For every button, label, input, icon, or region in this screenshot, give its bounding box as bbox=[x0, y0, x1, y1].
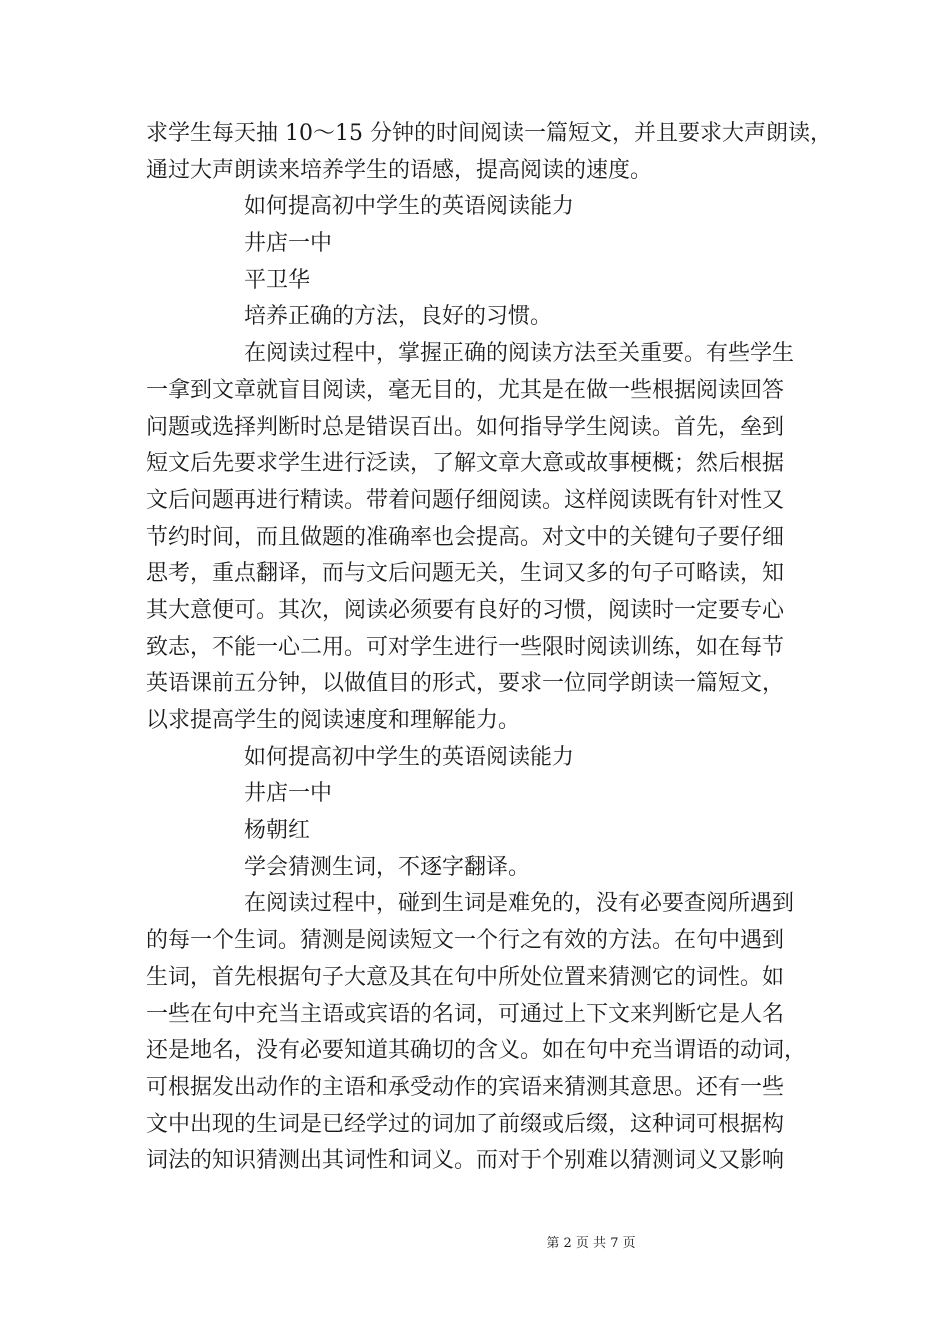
text-line: 文后问题再进行精读。带着问题仔细阅读。这样阅读既有针对性又 bbox=[146, 487, 785, 513]
text-line: 节约时间，而且做题的准确率也会提高。对文中的关键句子要仔细 bbox=[146, 524, 785, 550]
text-line: 致志，不能一心二用。可对学生进行一些限时阅读训练，如在每节 bbox=[146, 634, 785, 660]
author-name: 平卫华 bbox=[244, 267, 311, 293]
text-line: 一拿到文章就盲目阅读，毫无目的，尤其是在做一些根据阅读回答 bbox=[146, 377, 785, 403]
text-line: 思考，重点翻译，而与文后问题无关，生词又多的句子可略读，知 bbox=[146, 561, 785, 587]
text-line: 在阅读过程中，掌握正确的阅读方法至关重要。有些学生 bbox=[244, 341, 795, 367]
document-body bbox=[146, 116, 832, 1180]
text-line: 问题或选择判断时总是错误百出。如何指导学生阅读。首先，垒到 bbox=[146, 414, 785, 440]
text-line: 一些在句中充当主语或宾语的名词，可通过上下文来判断它是人名 bbox=[146, 1001, 785, 1027]
text-line: 以求提高学生的阅读速度和理解能力。 bbox=[146, 708, 521, 733]
text-line: 词法的知识猜测出其词性和词义。而对于个别难以猜测词义又影响 bbox=[146, 1148, 785, 1174]
text-line: 通过大声朗读来培养学生的语感，提高阅读的速度。 bbox=[146, 157, 653, 183]
section-title: 如何提高初中学生的英语阅读能力 bbox=[244, 744, 575, 770]
text-line: 在阅读过程中，碰到生词是难免的，没有必要查阅所遇到 bbox=[244, 891, 795, 917]
text-line: 其大意便可。其次，阅读必须要有良好的习惯，阅读时一定要专心 bbox=[146, 597, 785, 623]
text-line: 短文后先要求学生进行泛读，了解文章大意或故事梗概；然后根据 bbox=[146, 451, 785, 477]
section-title: 如何提高初中学生的英语阅读能力 bbox=[244, 194, 575, 220]
page-number: 第 2 页 共 7 页 bbox=[546, 1236, 636, 1251]
text-line: 求学生每天抽 10～15 分钟的时间阅读一篇短文，并且要求大声朗读， bbox=[146, 121, 832, 146]
section-heading: 培养正确的方法，良好的习惯。 bbox=[244, 304, 553, 330]
text-line: 生词，首先根据句子大意及其在句中所处位置来猜测它的词性。如 bbox=[146, 964, 785, 990]
author-name: 杨朝红 bbox=[244, 818, 311, 844]
text-line: 的每一个生词。猜测是阅读短文一个行之有效的方法。在句中遇到 bbox=[146, 928, 785, 954]
text-line: 还是地名，没有必要知道其确切的含义。如在句中充当谓语的动词， bbox=[146, 1038, 807, 1064]
section-heading: 学会猜测生词，不逐字翻译。 bbox=[244, 854, 531, 880]
text-line: 英语课前五分钟，以做值目的形式，要求一位同学朗读一篇短文， bbox=[146, 671, 785, 697]
text-line: 可根据发出动作的主语和承受动作的宾语来猜测其意思。还有一些 bbox=[146, 1074, 785, 1100]
text-line: 文中出现的生词是已经学过的词加了前缀或后缀，这种词可根据构 bbox=[146, 1111, 785, 1137]
school-name: 井店一中 bbox=[244, 781, 333, 807]
school-name: 井店一中 bbox=[244, 231, 333, 257]
